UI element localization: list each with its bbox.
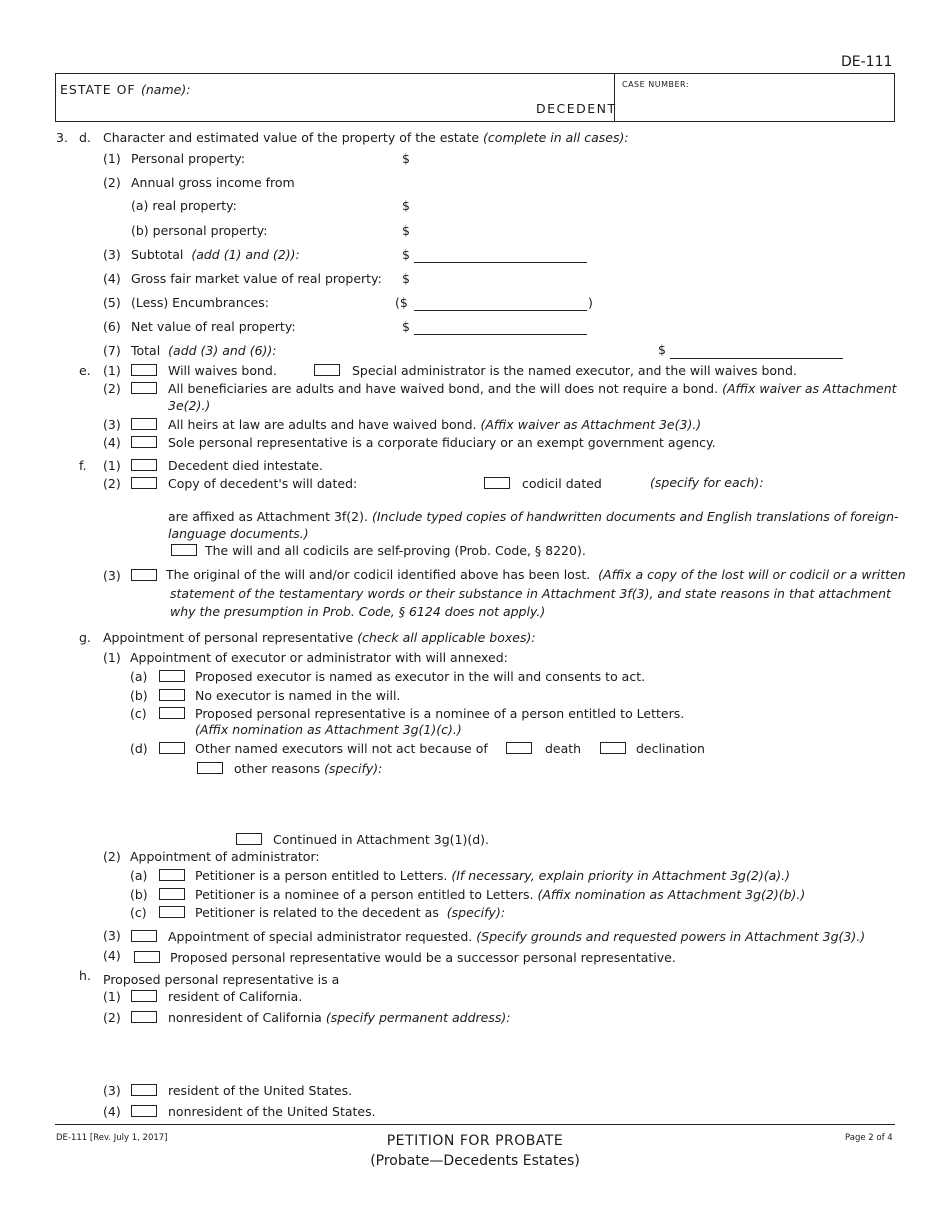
estate-name-field[interactable] (141, 76, 551, 96)
row-num: (3) (103, 568, 121, 583)
net-value-label: Net value of real property: (131, 319, 296, 334)
personal-property-label: Personal property: (131, 151, 245, 166)
footer-title: PETITION FOR PROBATE (386, 1133, 564, 1149)
decedent-label: DECEDENT (536, 101, 617, 116)
petitioner-entitled-checkbox[interactable] (159, 869, 185, 881)
row-num: (b) (130, 887, 148, 902)
section-3h-title: Proposed personal representative is a (103, 972, 340, 987)
row-num: (3) (103, 417, 121, 432)
section-3e-letter: e. (79, 363, 91, 378)
successor-checkbox[interactable] (134, 951, 160, 963)
section-3-num: 3. (56, 130, 68, 145)
header-divider (614, 74, 615, 121)
special-admin-label: Special administrator is the named executor, and the will waives bond. (352, 363, 797, 378)
other-reasons-checkbox[interactable] (197, 762, 223, 774)
row-num: (7) (103, 343, 121, 358)
declination-checkbox[interactable] (600, 742, 626, 754)
corporate-fiduciary-checkbox[interactable] (131, 436, 157, 448)
will-lost-label: The original of the will and/or codicil identified above has been lost. (Affix a copy of the lost will or codicil or a written (166, 567, 906, 582)
row-num: (d) (130, 741, 148, 756)
executor-appointment-label: Appointment of executor or administrator with will annexed: (130, 650, 508, 665)
will-lost-line2: statement of the testamentary words or their substance in Attachment 3f(3), and state reasons in that attachment (170, 586, 891, 601)
special-admin-checkbox[interactable] (314, 364, 340, 376)
petitioner-related-checkbox[interactable] (159, 906, 185, 918)
dollar-sign: $ (402, 198, 410, 213)
dollar-sign: $ (658, 342, 666, 357)
row-num: (2) (103, 1010, 121, 1025)
successor-label: Proposed personal representative would be a successor personal representative. (170, 950, 676, 965)
dollar-sign: $ (402, 151, 410, 166)
beneficiaries-waived-label: All beneficiaries are adults and have waived bond, and the will does not require a bond. (Affix waiver as Attachment (168, 381, 897, 396)
row-num: (2) (103, 381, 121, 396)
encumbrances-field[interactable] (414, 310, 587, 311)
dollar-sign: $ (402, 247, 410, 262)
heirs-waived-label: All heirs at law are adults and have waived bond. (Affix waiver as Attachment 3e(3).) (168, 417, 702, 432)
row-num: (6) (103, 319, 121, 334)
form-id: DE-111 (841, 54, 893, 70)
estate-label: ESTATE OF (60, 82, 136, 97)
row-num: (2) (103, 476, 121, 491)
continued-attachment-label: Continued in Attachment 3g(1)(d). (273, 832, 489, 847)
will-waives-bond-checkbox[interactable] (131, 364, 157, 376)
no-executor-label: No executor is named in the will. (195, 688, 401, 703)
declination-label: declination (636, 741, 705, 756)
us-nonresident-checkbox[interactable] (131, 1105, 157, 1117)
other-executors-checkbox[interactable] (159, 742, 185, 754)
beneficiaries-waived-checkbox[interactable] (131, 382, 157, 394)
row-num: (2) (103, 849, 121, 864)
self-proving-label: The will and all codicils are self-proving (Prob. Code, § 8220). (205, 543, 586, 558)
dollar-sign: $ (402, 223, 410, 238)
row-num: (4) (103, 271, 121, 286)
nominee-attachment-label: (Affix nomination as Attachment 3g(1)(c).) (195, 722, 462, 737)
other-executors-label: Other named executors will not act because of (195, 741, 488, 756)
executor-named-checkbox[interactable] (159, 670, 185, 682)
ca-nonresident-label: nonresident of California (specify permanent address): (168, 1010, 511, 1025)
net-value-field[interactable] (414, 334, 587, 335)
section-3d-letter: d. (79, 130, 91, 145)
row-num: (1) (103, 363, 121, 378)
paren-dollar: ($ (395, 295, 408, 310)
dollar-sign: $ (402, 319, 410, 334)
will-copy-label: Copy of decedent's will dated: (168, 476, 358, 491)
us-resident-checkbox[interactable] (131, 1084, 157, 1096)
intestate-label: Decedent died intestate. (168, 458, 323, 473)
row-num: (a) (130, 669, 148, 684)
subtotal-label: Subtotal (add (1) and (2)): (131, 247, 300, 262)
ca-resident-label: resident of California. (168, 989, 303, 1004)
form-revision: DE-111 [Rev. July 1, 2017] (56, 1133, 168, 1143)
row-num: (1) (103, 458, 121, 473)
death-label: death (545, 741, 582, 756)
foreign-language-label: language documents.) (168, 526, 309, 541)
codicil-checkbox[interactable] (484, 477, 510, 489)
row-num: (a) (130, 868, 148, 883)
ca-nonresident-checkbox[interactable] (131, 1011, 157, 1023)
row-num: (1) (103, 650, 121, 665)
section-3f-letter: f. (79, 458, 87, 473)
section-3d-title: Character and estimated value of the property of the estate (complete in all cases): (103, 130, 629, 145)
close-paren: ) (588, 295, 593, 310)
petitioner-related-label: Petitioner is related to the decedent as (specify): (195, 905, 506, 920)
petitioner-nominee-checkbox[interactable] (159, 888, 185, 900)
row-num: (5) (103, 295, 121, 310)
annual-income-label: Annual gross income from (131, 175, 295, 190)
row-num: (1) (103, 989, 121, 1004)
encumbrances-label: (Less) Encumbrances: (131, 295, 269, 310)
administrator-appointment-label: Appointment of administrator: (130, 849, 320, 864)
specify-each-label: (specify for each): (650, 475, 764, 490)
no-executor-checkbox[interactable] (159, 689, 185, 701)
footer-subtitle: (Probate—Decedents Estates) (370, 1153, 580, 1169)
nominee-checkbox[interactable] (159, 707, 185, 719)
row-num: (2) (103, 175, 121, 190)
continued-attachment-checkbox[interactable] (236, 833, 262, 845)
us-resident-label: resident of the United States. (168, 1083, 353, 1098)
petitioner-entitled-label: Petitioner is a person entitled to Letters. (If necessary, explain priority in Attachment 3g(2)(a).) (195, 868, 790, 883)
real-property-income-label: (a) real property: (131, 198, 237, 213)
will-waives-bond-label: Will waives bond. (168, 363, 277, 378)
total-field[interactable] (670, 358, 843, 359)
total-label: Total (add (3) and (6)): (131, 343, 277, 358)
row-num: (b) (130, 688, 148, 703)
row-num: (4) (103, 948, 121, 963)
row-num: (3) (103, 928, 121, 943)
row-num: (4) (103, 435, 121, 450)
case-number-field[interactable] (620, 92, 890, 118)
row-num: (c) (130, 706, 147, 721)
affixed-attachment-label: are affixed as Attachment 3f(2). (Include typed copies of handwritten documents and English translations of foreign- (168, 509, 899, 524)
death-checkbox[interactable] (506, 742, 532, 754)
row-num: (1) (103, 151, 121, 166)
subtotal-field[interactable] (414, 262, 587, 263)
page-number: Page 2 of 4 (845, 1133, 893, 1143)
section-3g-letter: g. (79, 630, 91, 645)
heirs-waived-checkbox[interactable] (131, 418, 157, 430)
corporate-fiduciary-label: Sole personal representative is a corporate fiduciary or an exempt government agency. (168, 435, 716, 450)
estate-name-hint: (name): (141, 82, 191, 97)
nominee-label: Proposed personal representative is a nominee of a person entitled to Letters. (195, 706, 685, 721)
self-proving-checkbox[interactable] (171, 544, 197, 556)
ca-resident-checkbox[interactable] (131, 990, 157, 1002)
row-num: (c) (130, 905, 147, 920)
section-3g-title: Appointment of personal representative (check all applicable boxes): (103, 630, 536, 645)
case-number-label: CASE NUMBER: (622, 80, 690, 89)
will-copy-checkbox[interactable] (131, 477, 157, 489)
intestate-checkbox[interactable] (131, 459, 157, 471)
other-reasons-label: other reasons (specify): (234, 761, 383, 776)
executor-named-label: Proposed executor is named as executor in the will and consents to act. (195, 669, 646, 684)
codicil-label: codicil dated (522, 476, 602, 491)
special-admin-requested-label: Appointment of special administrator requested. (Specify grounds and requested powers in Attachment 3g(3).) (168, 929, 866, 944)
will-lost-checkbox[interactable] (131, 569, 157, 581)
personal-property-income-label: (b) personal property: (131, 223, 268, 238)
will-lost-line3: why the presumption in Prob. Code, § 6124 does not apply.) (170, 604, 546, 619)
row-num: (3) (103, 1083, 121, 1098)
us-nonresident-label: nonresident of the United States. (168, 1104, 376, 1119)
footer-rule (55, 1124, 895, 1125)
row-num: (3) (103, 247, 121, 262)
special-admin-requested-checkbox[interactable] (131, 930, 157, 942)
dollar-sign: $ (402, 271, 410, 286)
row-num: (4) (103, 1104, 121, 1119)
beneficiaries-waived-attachment: 3e(2).) (168, 398, 211, 413)
petitioner-nominee-label: Petitioner is a nominee of a person entitled to Letters. (Affix nomination as Attachment 3g(2)(b).) (195, 887, 806, 902)
section-3h-letter: h. (79, 968, 91, 983)
gross-fmv-label: Gross fair market value of real property: (131, 271, 382, 286)
